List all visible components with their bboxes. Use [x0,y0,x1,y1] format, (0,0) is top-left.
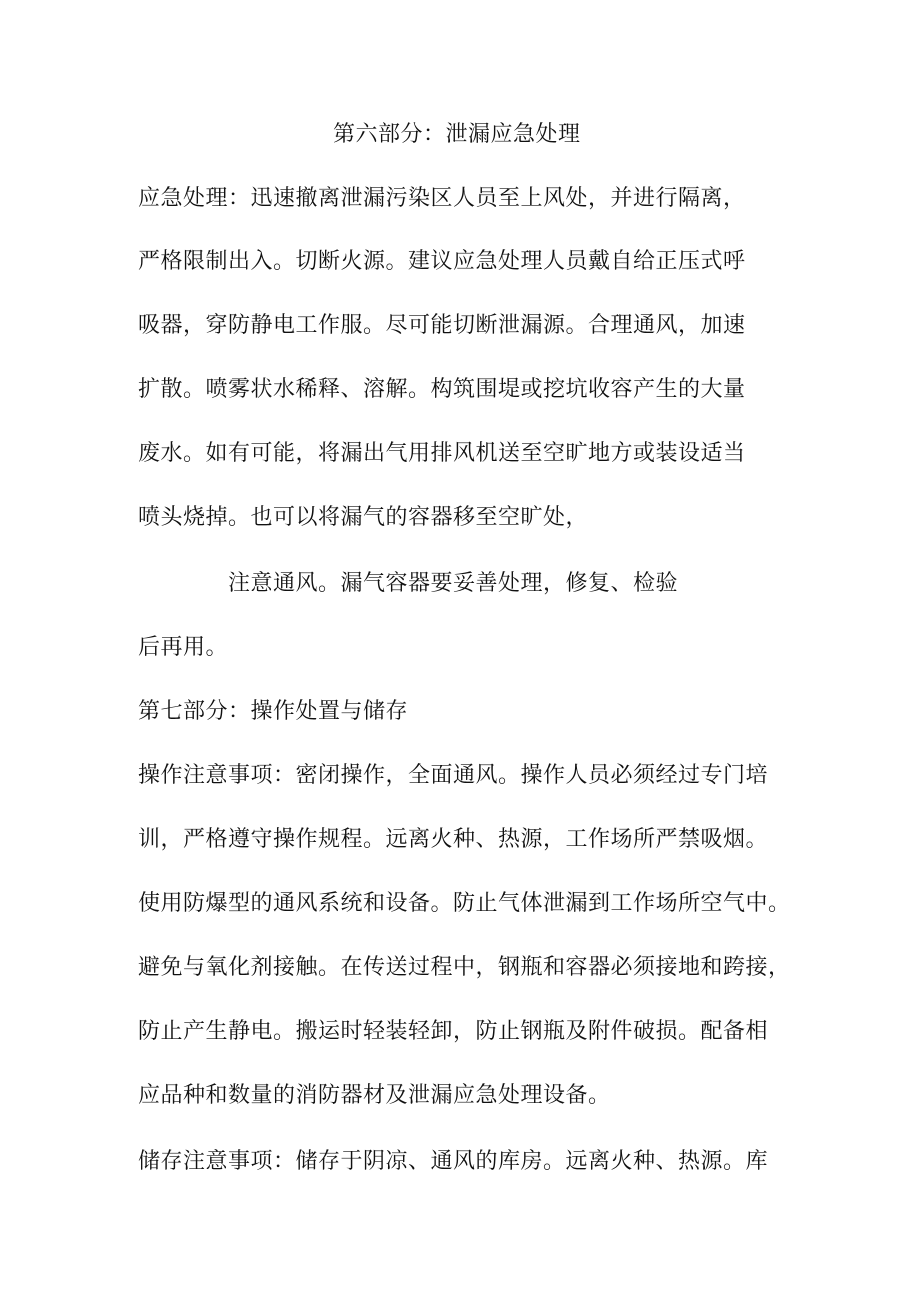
section-7-line-4: 避免与氧化剂接触。在传送过程中，钢瓶和容器必须接地和跨接， [138,955,791,980]
section-6-last-line: 后再用。 [138,635,229,660]
section-6-line-6: 喷头烧掉。也可以将漏气的容器移至空旷处， [138,505,589,530]
section-6-title: 第六部分：泄漏应急处理 [333,122,581,147]
section-7-line-7: 储存注意事项：储存于阴凉、通风的库房。远离火种、热源。库 [138,1149,769,1174]
section-6-line-2: 严格限制出入。切断火源。建议应急处理人员戴自给正压式呼 [138,249,746,274]
section-6-line-4: 扩散。喷雾状水稀释、溶解。构筑围堤或挖坑收容产生的大量 [138,377,746,402]
section-7-line-5: 防止产生静电。搬运时轻装轻卸，防止钢瓶及附件破损。配备相 [138,1019,769,1044]
section-7-line-1: 操作注意事项：密闭操作，全面通风。操作人员必须经过专门培 [138,763,769,788]
section-6-line-3: 吸器，穿防静电工作服。尽可能切断泄漏源。合理通风，加速 [138,313,746,338]
section-6-line-5: 废水。如有可能，将漏出气用排风机送至空旷地方或装设适当 [138,441,746,466]
section-6-indented-line: 注意通风。漏气容器要妥善处理，修复、检验 [228,571,679,596]
section-7-title: 第七部分：操作处置与储存 [138,699,409,724]
section-6-line-1: 应急处理：迅速撤离泄漏污染区人员至上风处，并进行隔离， [138,186,746,211]
section-7-line-2: 训，严格遵守操作规程。远离火种、热源，工作场所严禁吸烟。 [138,827,769,852]
section-7-line-6: 应品种和数量的消防器材及泄漏应急处理设备。 [138,1083,611,1108]
section-7-line-3: 使用防爆型的通风系统和设备。防止气体泄漏到工作场所空气中。 [138,891,791,916]
